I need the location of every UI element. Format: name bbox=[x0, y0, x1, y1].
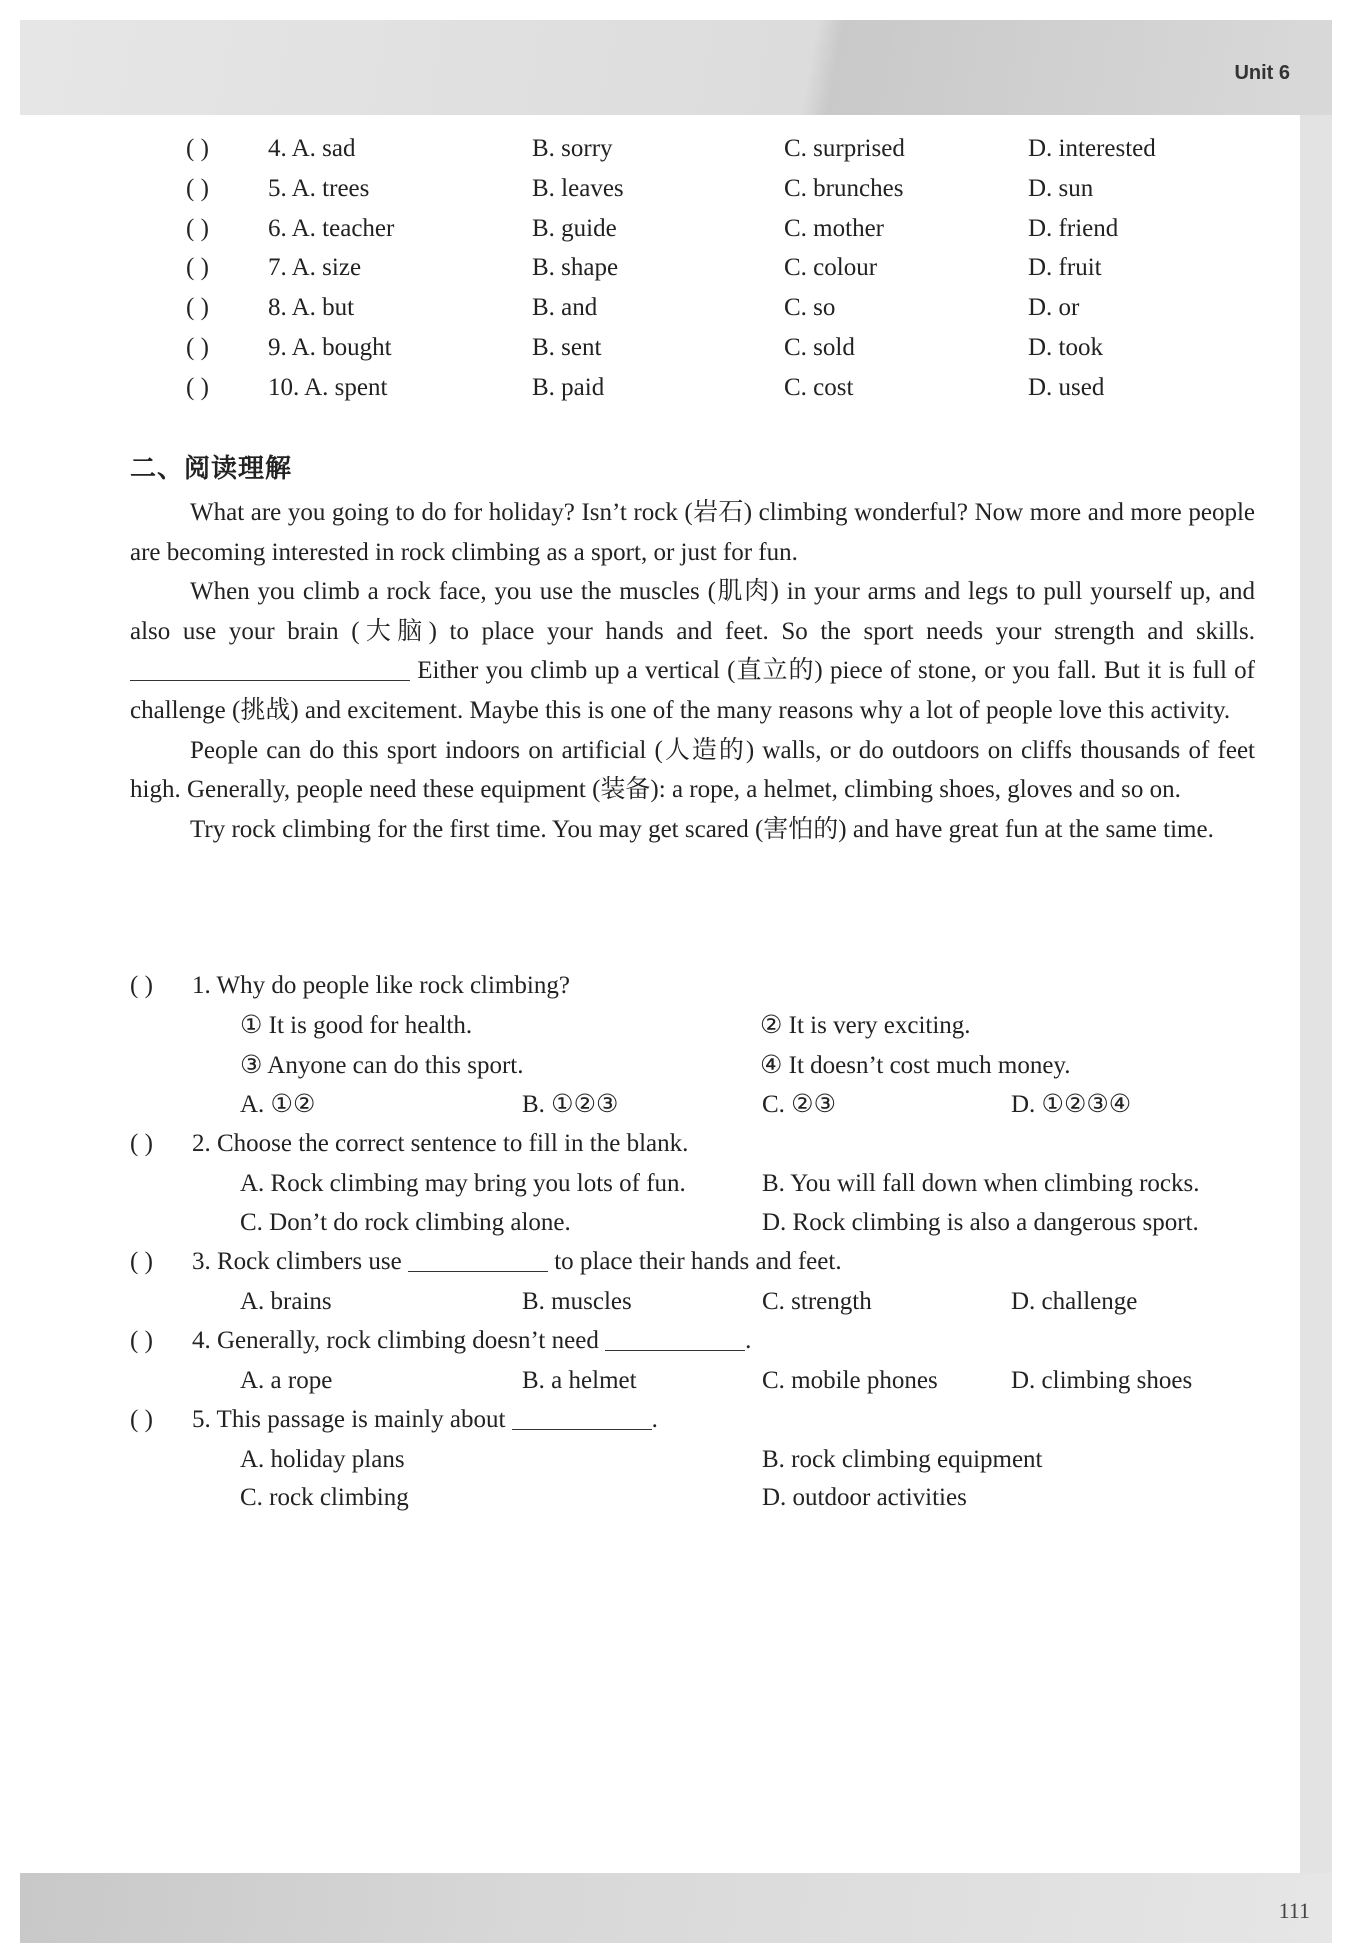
question-stem bbox=[192, 1401, 658, 1439]
option-d[interactable]: D. challenge bbox=[1011, 1288, 1138, 1315]
option-c[interactable]: C. brunches bbox=[784, 174, 904, 202]
stem-text: . bbox=[651, 1406, 658, 1433]
option-b[interactable]: B. sorry bbox=[532, 135, 613, 162]
stem-text: to place their hands and feet. bbox=[554, 1248, 842, 1275]
option-c[interactable]: C. so bbox=[784, 294, 836, 322]
option-a[interactable]: 4. A. sad bbox=[268, 135, 356, 162]
answer-blank[interactable] bbox=[130, 656, 410, 681]
option-b[interactable]: B. leaves bbox=[532, 174, 624, 202]
option-d[interactable]: D. took bbox=[1028, 334, 1103, 361]
option-b[interactable]: B. muscles bbox=[522, 1288, 632, 1315]
cloze-row bbox=[0, 329, 1300, 367]
option-c[interactable]: C. mother bbox=[784, 214, 884, 242]
answer-paren[interactable]: ( ) bbox=[130, 1327, 153, 1354]
option-b[interactable]: B. guide bbox=[532, 214, 617, 242]
question-stem: 2. Choose the correct sentence to fill in the blank. bbox=[192, 1130, 689, 1157]
unit-label: Unit 6 bbox=[1234, 62, 1290, 84]
side-strip bbox=[1300, 115, 1332, 1875]
cloze-row bbox=[0, 210, 1300, 248]
footer-band bbox=[20, 1873, 1332, 1943]
cloze-row bbox=[0, 130, 1300, 168]
passage-paragraph: People can do this sport indoors on artificial (人造的) walls, or do outdoors on cliffs thousands of feet high. Generally, people need these equipment (装备): a rope, a helmet, climbing shoes, gloves and so on. bbox=[130, 736, 1255, 804]
stem-text: 5. This passage is mainly about bbox=[192, 1406, 506, 1433]
stem-text: 3. Rock climbers use bbox=[192, 1248, 402, 1275]
option-d[interactable]: D. outdoor activities bbox=[762, 1484, 967, 1511]
option-c[interactable]: C. Don’t do rock climbing alone. bbox=[240, 1209, 571, 1236]
option-b[interactable]: B. rock climbing equipment bbox=[762, 1446, 1043, 1473]
option-a[interactable]: A. brains bbox=[240, 1288, 332, 1315]
option-a[interactable]: A. ①② bbox=[240, 1091, 316, 1118]
option-a[interactable]: A. holiday plans bbox=[240, 1446, 405, 1473]
passage-text: Either you climb up a vertical (直立的) piece of stone, or you fall. But it is full of challenge (挑战) and excitement. Maybe this is one of the many reasons why a lot of people love this activity. bbox=[130, 657, 1255, 724]
answer-blank[interactable] bbox=[512, 1405, 652, 1430]
option-a[interactable]: 10. A. spent bbox=[268, 373, 388, 401]
page-number: 111 bbox=[1278, 1898, 1310, 1923]
question-stem: 1. Why do people like rock climbing? bbox=[192, 972, 570, 999]
option-c[interactable]: C. strength bbox=[762, 1288, 872, 1315]
passage-paragraph: Try rock climbing for the first time. You may get scared (害怕的) and have great fun at the same time. bbox=[190, 815, 1214, 843]
statement: ④ It doesn’t cost much money. bbox=[760, 1052, 1071, 1079]
option-d[interactable]: D. Rock climbing is also a dangerous sport. bbox=[762, 1209, 1199, 1236]
answer-paren[interactable]: ( ) bbox=[186, 214, 209, 242]
answer-paren[interactable]: ( ) bbox=[186, 373, 209, 401]
header-band bbox=[20, 20, 1332, 115]
cloze-row bbox=[0, 170, 1300, 208]
option-c[interactable]: C. surprised bbox=[784, 135, 905, 162]
option-a[interactable]: 6. A. teacher bbox=[268, 214, 395, 242]
passage-text: When you climb a rock face, you use the muscles (肌肉) in your arms and legs to pull yourself up, and also use your brain (大脑) to place your hands and feet. So the sport needs your strength and skills. bbox=[130, 578, 1255, 645]
question-stem bbox=[192, 1243, 842, 1281]
stem-text: . bbox=[745, 1327, 752, 1354]
answer-blank[interactable] bbox=[408, 1247, 548, 1272]
answer-paren[interactable]: ( ) bbox=[130, 972, 153, 999]
option-a[interactable]: A. Rock climbing may bring you lots of fun. bbox=[240, 1170, 686, 1197]
option-c[interactable]: C. sold bbox=[784, 334, 855, 361]
option-a[interactable]: A. a rope bbox=[240, 1367, 333, 1394]
option-a[interactable]: 8. A. but bbox=[268, 294, 355, 322]
cloze-row bbox=[0, 249, 1300, 287]
reading-passage bbox=[130, 493, 1255, 849]
option-d[interactable]: D. ①②③④ bbox=[1011, 1091, 1132, 1118]
option-d[interactable]: D. sun bbox=[1028, 174, 1094, 202]
option-d[interactable]: D. or bbox=[1028, 294, 1080, 322]
option-b[interactable]: B. shape bbox=[532, 254, 619, 282]
answer-blank[interactable] bbox=[605, 1326, 745, 1351]
option-a[interactable]: 7. A. size bbox=[268, 254, 362, 282]
cloze-row bbox=[0, 289, 1300, 327]
answer-paren[interactable]: ( ) bbox=[186, 254, 209, 282]
option-b[interactable]: B. paid bbox=[532, 373, 605, 401]
answer-paren[interactable]: ( ) bbox=[186, 135, 209, 162]
passage-paragraph: What are you going to do for holiday? Isn’t rock (岩石) climbing wonderful? Now more and more people are becoming interested in rock climbing as a sport, or just for fun. bbox=[130, 499, 1255, 566]
statement: ③ Anyone can do this sport. bbox=[240, 1052, 524, 1079]
option-a[interactable]: 5. A. trees bbox=[268, 174, 370, 202]
option-d[interactable]: D. used bbox=[1028, 373, 1105, 401]
answer-paren[interactable]: ( ) bbox=[186, 294, 209, 322]
option-b[interactable]: B. You will fall down when climbing rocks. bbox=[762, 1170, 1200, 1197]
stem-text: 4. Generally, rock climbing doesn’t need bbox=[192, 1327, 599, 1354]
option-c[interactable]: C. rock climbing bbox=[240, 1484, 409, 1511]
statement: ② It is very exciting. bbox=[760, 1012, 971, 1039]
answer-paren[interactable]: ( ) bbox=[130, 1248, 153, 1275]
option-c[interactable]: C. cost bbox=[784, 373, 854, 401]
answer-paren[interactable]: ( ) bbox=[130, 1130, 153, 1157]
option-d[interactable]: D. climbing shoes bbox=[1011, 1367, 1193, 1394]
statement: ① It is good for health. bbox=[240, 1012, 473, 1039]
answer-paren[interactable]: ( ) bbox=[186, 334, 209, 361]
option-b[interactable]: B. a helmet bbox=[522, 1367, 637, 1394]
answer-paren[interactable]: ( ) bbox=[186, 174, 209, 202]
option-d[interactable]: D. friend bbox=[1028, 214, 1119, 242]
option-b[interactable]: B. ①②③ bbox=[522, 1091, 619, 1118]
option-d[interactable]: D. fruit bbox=[1028, 254, 1102, 282]
question-stem bbox=[192, 1322, 751, 1360]
passage-paragraph bbox=[130, 572, 1255, 730]
option-c[interactable]: C. ②③ bbox=[762, 1091, 836, 1118]
option-a[interactable]: 9. A. bought bbox=[268, 334, 392, 361]
option-c[interactable]: C. colour bbox=[784, 254, 878, 282]
answer-paren[interactable]: ( ) bbox=[130, 1406, 153, 1433]
option-d[interactable]: D. interested bbox=[1028, 135, 1156, 162]
option-c[interactable]: C. mobile phones bbox=[762, 1367, 938, 1394]
section-title: 二、阅读理解 bbox=[130, 454, 293, 484]
cloze-row bbox=[0, 369, 1300, 407]
option-b[interactable]: B. and bbox=[532, 294, 598, 322]
option-b[interactable]: B. sent bbox=[532, 334, 602, 361]
